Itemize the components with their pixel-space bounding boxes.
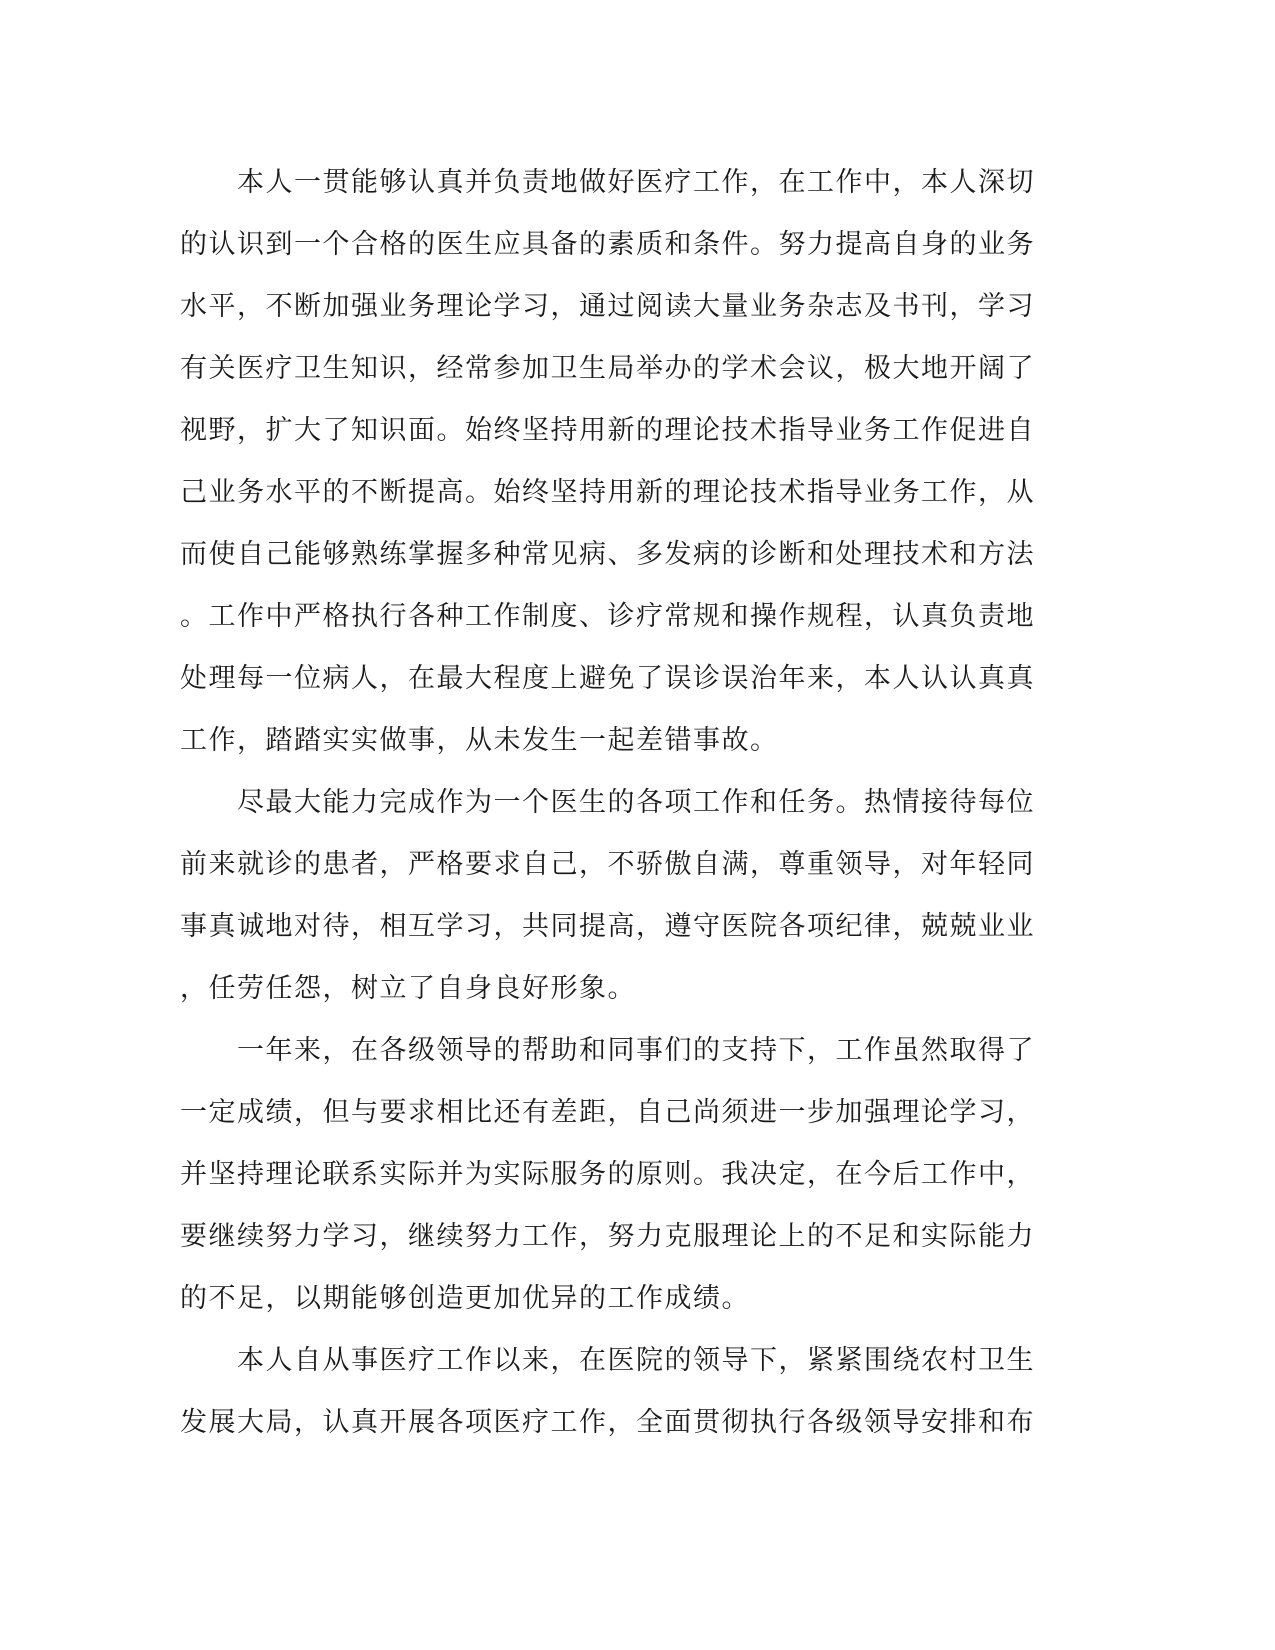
text-line: 发展大局，认真开展各项医疗工作，全面贯彻执行各级领导安排和布 (180, 1407, 1035, 1438)
text-line: 一年来，在各级领导的帮助和同事们的支持下，工作虽然取得了 (180, 1035, 1035, 1066)
text-line: ，任劳任怨，树立了自身良好形象。 (180, 973, 636, 1004)
text-line: 而使自己能够熟练掌握多种常见病、多发病的诊断和处理技术和方法 (180, 539, 1035, 570)
text-line: 工作，踏踏实实做事，从未发生一起差错事故。 (180, 725, 779, 756)
text-line: 前来就诊的患者，严格要求自己，不骄傲自满，尊重领导，对年轻同 (180, 849, 1035, 880)
document-body (180, 152, 1040, 1454)
text-line: 。工作中严格执行各种工作制度、诊疗常规和操作规程，认真负责地 (180, 601, 1035, 632)
text-line: 要继续努力学习，继续努力工作，努力克服理论上的不足和实际能力 (180, 1221, 1035, 1252)
text-line: 一定成绩，但与要求相比还有差距，自己尚须进一步加强理论学习， (180, 1097, 1035, 1128)
paragraph-2 (180, 772, 1040, 1020)
text-line: 并坚持理论联系实际并为实际服务的原则。我决定，在今后工作中， (180, 1159, 1035, 1190)
paragraph-1 (180, 152, 1040, 772)
text-line: 己业务水平的不断提高。始终坚持用新的理论技术指导业务工作，从 (180, 477, 1035, 508)
text-line: 水平，不断加强业务理论学习，通过阅读大量业务杂志及书刊，学习 (180, 291, 1035, 322)
text-line: 的认识到一个合格的医生应具备的素质和条件。努力提高自身的业务 (180, 229, 1035, 260)
text-line: 处理每一位病人，在最大程度上避免了误诊误治年来，本人认认真真 (180, 663, 1035, 694)
text-line: 本人自从事医疗工作以来，在医院的领导下，紧紧围绕农村卫生 (180, 1345, 1035, 1376)
text-line: 本人一贯能够认真并负责地做好医疗工作，在工作中，本人深切 (180, 167, 1035, 198)
text-line: 尽最大能力完成作为一个医生的各项工作和任务。热情接待每位 (180, 787, 1035, 818)
text-line: 有关医疗卫生知识，经常参加卫生局举办的学术会议，极大地开阔了 (180, 353, 1035, 384)
text-line: 事真诚地对待，相互学习，共同提高，遵守医院各项纪律，兢兢业业 (180, 911, 1035, 942)
text-line: 视野，扩大了知识面。始终坚持用新的理论技术指导业务工作促进自 (180, 415, 1035, 446)
paragraph-4 (180, 1330, 1040, 1454)
paragraph-3 (180, 1020, 1040, 1330)
text-line: 的不足，以期能够创造更加优异的工作成绩。 (180, 1283, 750, 1314)
